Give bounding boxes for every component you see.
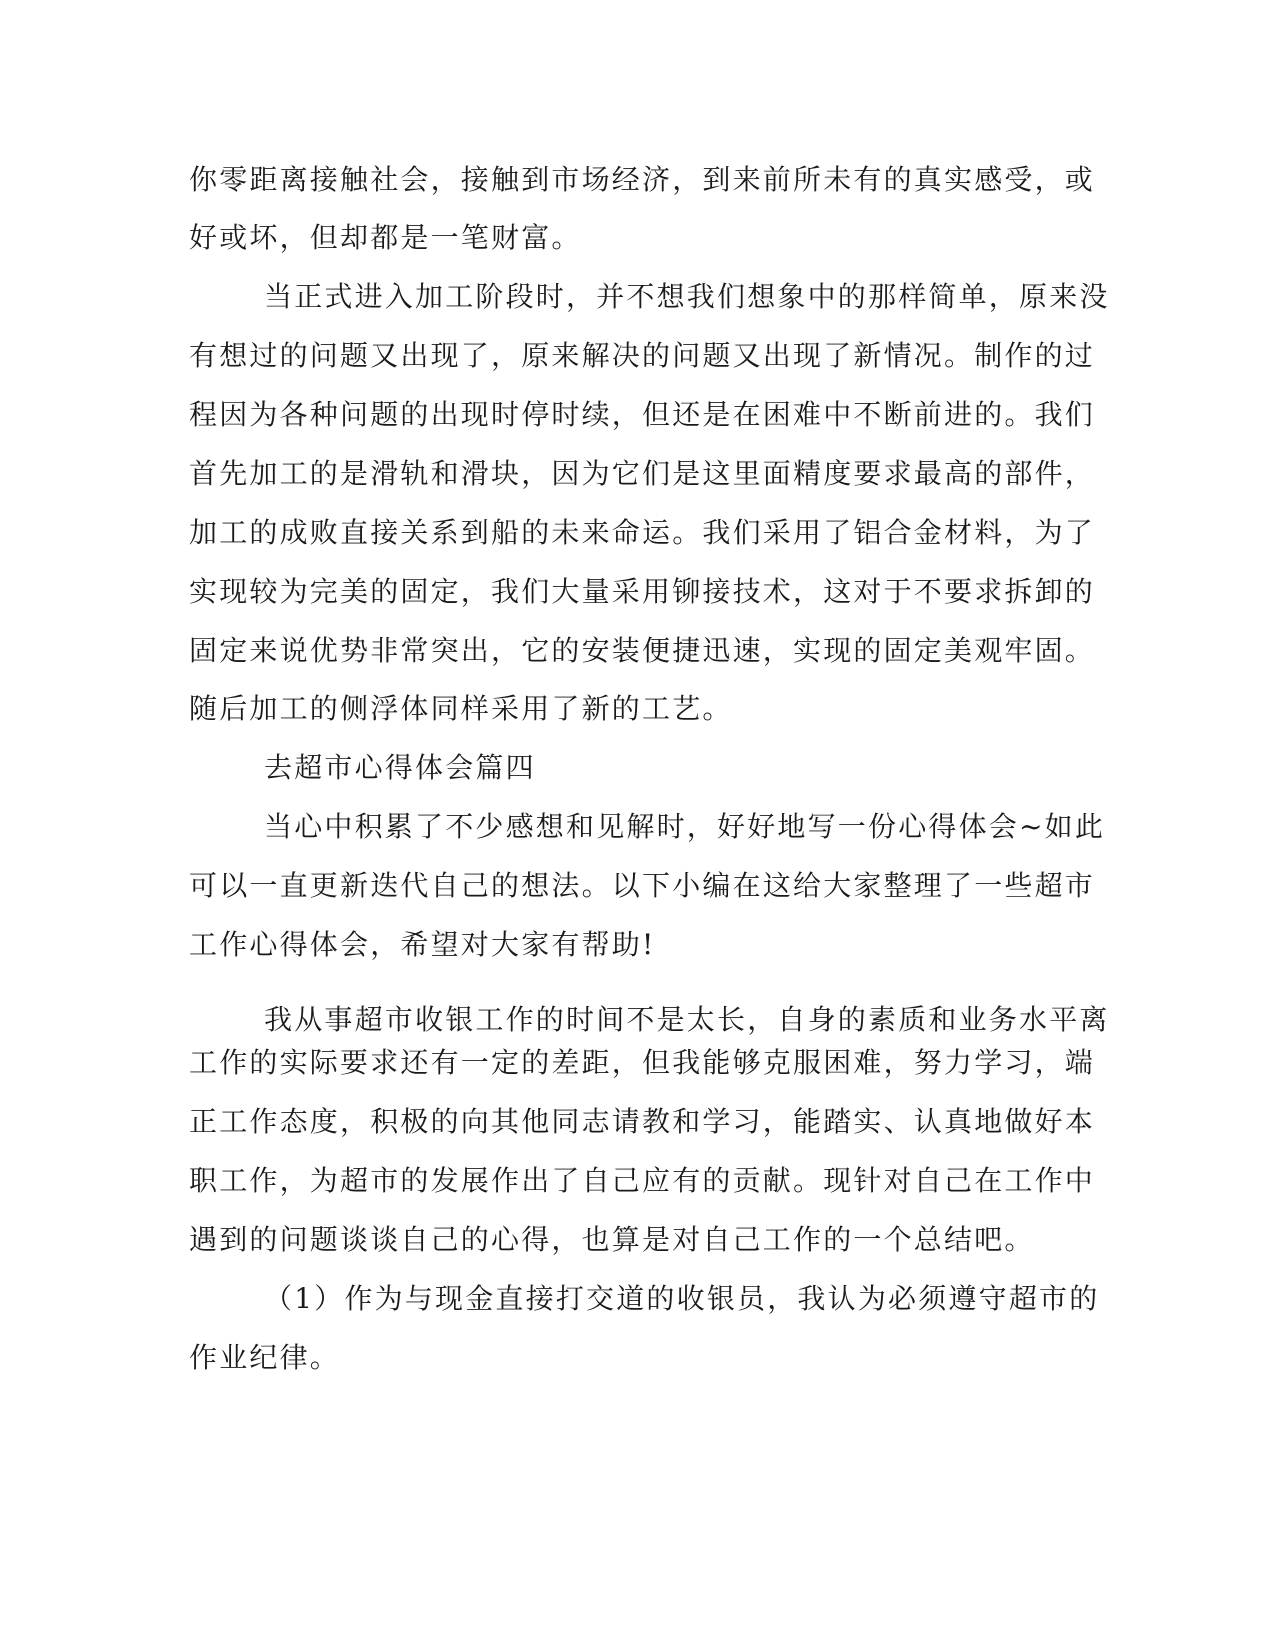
- paragraph-line: 首先加工的是滑轨和滑块，因为它们是这里面精度要求最高的部件，: [189, 457, 1096, 490]
- paragraph-line: 有想过的问题又出现了，原来解决的问题又出现了新情况。制作的过: [189, 339, 1096, 372]
- paragraph-line: 正工作态度，积极的向其他同志请教和学习，能踏实、认真地做好本: [189, 1105, 1096, 1138]
- paragraph-line: 加工的成败直接关系到船的未来命运。我们采用了铝合金材料，为了: [189, 516, 1096, 549]
- paragraph-line: 我从事超市收银工作的时间不是太长，自身的素质和业务水平离: [264, 1003, 1110, 1036]
- paragraph-line: 当正式进入加工阶段时，并不想我们想象中的那样简单，原来没: [264, 280, 1110, 313]
- paragraph-line: 实现较为完美的固定，我们大量采用铆接技术，这对于不要求拆卸的: [189, 575, 1096, 608]
- paragraph-line: 当心中积累了不少感想和见解时，好好地写一份心得体会~如此: [264, 810, 1106, 843]
- numbered-item-line: （1）作为与现金直接打交道的收银员，我认为必须遵守超市的: [264, 1282, 1100, 1315]
- numbered-item-line: 作业纪律。: [189, 1341, 341, 1374]
- paragraph-line: 程因为各种问题的出现时停时续，但还是在困难中不断前进的。我们: [189, 398, 1096, 431]
- paragraph-line: 可以一直更新迭代自己的想法。以下小编在这给大家整理了一些超市: [189, 869, 1096, 902]
- paragraph-line: 你零距离接触社会，接触到市场经济，到来前所未有的真实感受，或: [189, 163, 1096, 196]
- paragraph-line: 好或坏，但却都是一笔财富。: [189, 221, 582, 254]
- paragraph-line: 遇到的问题谈谈自己的心得，也算是对自己工作的一个总结吧。: [189, 1223, 1035, 1256]
- paragraph-line: 随后加工的侧浮体同样采用了新的工艺。: [189, 692, 733, 725]
- paragraph-line: 工作的实际要求还有一定的差距，但我能够克服困难，努力学习，端: [189, 1046, 1096, 1079]
- paragraph-line: 固定来说优势非常突出，它的安装便捷迅速，实现的固定美观牢固。: [189, 634, 1096, 667]
- section-heading: 去超市心得体会篇四: [264, 751, 536, 784]
- paragraph-line: 职工作，为超市的发展作出了自己应有的贡献。现针对自己在工作中: [189, 1164, 1096, 1197]
- paragraph-line: 工作心得体会，希望对大家有帮助!: [189, 928, 656, 961]
